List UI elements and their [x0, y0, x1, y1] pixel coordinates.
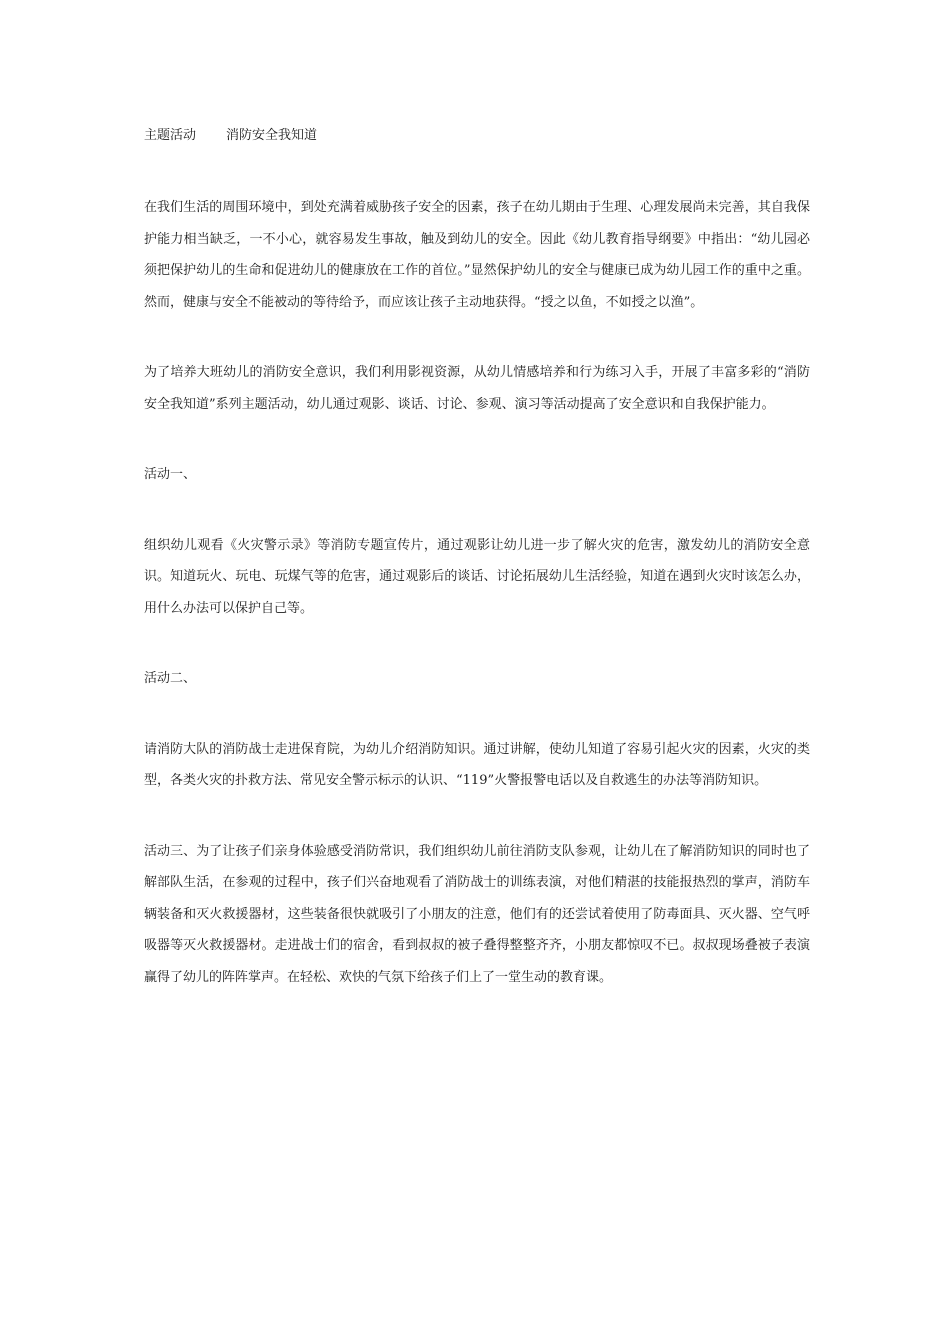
document-body	[144, 120, 810, 993]
activity3-paragraph: 活动三、为了让孩子们亲身体验感受消防常识，我们组织幼儿前往消防支队参观，让幼儿在了解消防知识的同时也了解部队生活，在参观的过程中，孩子们兴奋地观看了消防战士的训练表演，对他们精湛的技能报热烈的掌声，消防车辆装备和灭火救援器材，这些装备很快就吸引了小朋友的注意，他们有的还尝试着使用了防毒面具、灭火器、空气呼吸器等灭火救援器材。走进战士们的宿舍，看到叔叔的被子叠得整整齐齐，小朋友都惊叹不已。叔叔现场叠被子表演赢得了幼儿的阵阵掌声。在轻松、欢快的气氛下给孩子们上了一堂生动的教育课。	[144, 843, 810, 985]
purpose-paragraph: 为了培养大班幼儿的消防安全意识，我们利用影视资源，从幼儿情感培养和行为练习入手，开展了丰富多彩的“消防安全我知道”系列主题活动，幼儿通过观影、谈话、讨论、参观、演习等活动提高了安全意识和自我保护能力。	[144, 365, 810, 412]
spacer	[144, 797, 810, 836]
activity1-heading: 活动一、	[144, 467, 197, 482]
spacer	[144, 491, 810, 530]
intro-paragraph: 在我们生活的周围环境中，到处充满着威胁孩子安全的因素，孩子在幼儿期由于生理、心理发展尚未完善，其自我保护能力相当缺乏，一不小心，就容易发生事故，触及到幼儿的安全。因此《幼儿教育指导纲要》中指出：“幼儿园必须把保护幼儿的生命和促进幼儿的健康放在工作的首位。”显然保护幼儿的安全与健康已成为幼儿园工作的重中之重。然而，健康与安全不能被动的等待给予，而应该让孩子主动地获得。“授之以鱼，不如授之以渔”。	[144, 200, 810, 310]
activity2-heading: 活动二、	[144, 671, 197, 686]
activity2-paragraph: 请消防大队的消防战士走进保育院，为幼儿介绍消防知识。通过讲解，使幼儿知道了容易引起火灾的因素，火灾的类型，各类火灾的扑救方法、常见安全警示标示的认识、“119”火警报警电话以及自救逃生的办法等消防知识。	[144, 741, 810, 788]
spacer	[144, 420, 810, 459]
spacer	[144, 318, 810, 357]
title-subject: 消防安全我知道	[226, 128, 318, 143]
document-title	[144, 120, 810, 152]
title-label: 主题活动	[144, 128, 197, 143]
spacer	[144, 152, 810, 192]
activity1-paragraph: 组织幼儿观看《火灾警示录》等消防专题宣传片，通过观影让幼儿进一步了解火灾的危害，激发幼儿的消防安全意识。知道玩火、玩电、玩煤气等的危害，通过观影后的谈话、讨论拓展幼儿生活经验，知道在遇到火灾时该怎么办，用什么办法可以保护自己等。	[144, 537, 810, 616]
spacer	[144, 695, 810, 734]
spacer	[144, 624, 810, 663]
